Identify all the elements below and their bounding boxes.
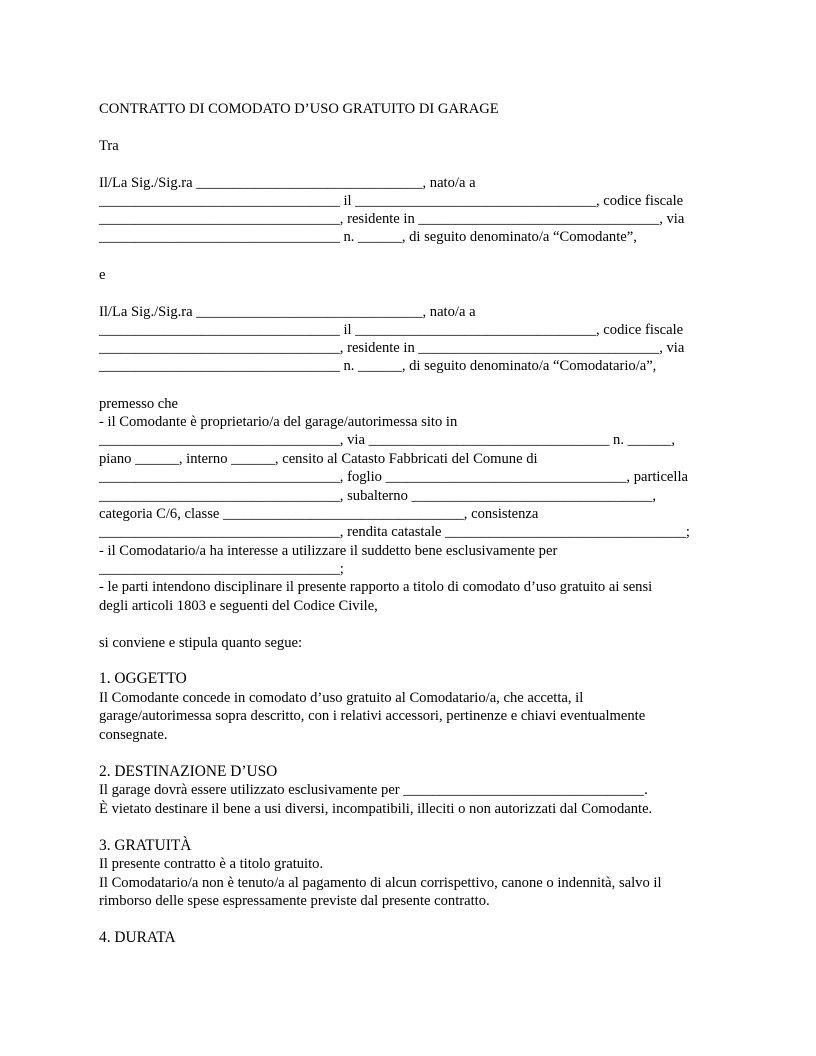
premesso-line-11: - le parti intendono disciplinare il presente rapporto a titolo di comodato d’uso gratuito ai sensi [99,579,653,595]
party1-line-4: _________________________________ n. ______, di seguito denominato/a “Comodante”, [99,229,637,245]
section-1-heading: 1. OGGETTO [99,670,187,687]
premesso-line-1: premesso che [99,396,179,412]
party1-line-3: _________________________________, residente in _________________________________, via [99,211,685,227]
premesso-line-4: piano ______, interno ______, censito al Catasto Fabbricati del Comune di [99,451,538,467]
section-3-heading: 3. GRATUITÀ [99,837,192,854]
premesso-line-10: _________________________________; [99,561,344,577]
premesso-line-9: - il Comodatario/a ha interesse a utilizzare il suddetto bene esclusivamente per [99,543,558,559]
premesso-line-7: categoria C/6, classe _________________________________, consistenza [99,506,539,522]
section-4-heading: 4. DURATA [99,929,176,946]
document-title: CONTRATTO DI COMODATO D’USO GRATUITO DI GARAGE [99,101,499,117]
section-3-line-3: rimborso delle spese espressamente previste dal presente contratto. [99,893,490,909]
section-2-heading: 2. DESTINAZIONE D’USO [99,763,278,780]
premesso-line-5: _________________________________, foglio _________________________________, particella [99,469,688,485]
e-label: e [99,267,106,283]
section-2-line-1: Il garage dovrà essere utilizzato esclusivamente per _________________________________. [99,782,648,798]
premesso-line-12: degli articoli 1803 e seguenti del Codice Civile, [99,598,378,614]
section-3-line-1: Il presente contratto è a titolo gratuito. [99,856,324,872]
party1-line-2: _________________________________ il _________________________________, codice fiscale [99,193,684,209]
section-3-line-2: Il Comodatario/a non è tenuto/a al pagamento di alcun corrispettivo, canone o indennità, salvo il [99,875,662,891]
party2-line-2: _________________________________ il _________________________________, codice fiscale [99,322,684,338]
conviene-line: si conviene e stipula quanto segue: [99,635,303,651]
premesso-line-2: - il Comodante è proprietario/a del garage/autorimessa sito in [99,414,458,430]
premesso-line-8: _________________________________, rendita catastale _________________________________; [99,524,690,540]
premesso-line-6: _________________________________, subalterno _________________________________, [99,488,656,504]
party1-line-1: Il/La Sig./Sig.ra _______________________________, nato/a a [99,175,476,191]
section-1-line-3: consegnate. [99,727,168,743]
tra-label: Tra [99,138,119,154]
section-1-line-1: Il Comodante concede in comodato d’uso gratuito al Comodatario/a, che accetta, il [99,690,584,706]
section-2-line-2: È vietato destinare il bene a usi diversi, incompatibili, illeciti o non autorizzati dal Comodante. [99,801,653,817]
party2-line-1: Il/La Sig./Sig.ra _______________________________, nato/a a [99,304,476,320]
party2-line-4: _________________________________ n. ______, di seguito denominato/a “Comodatario/a”, [99,358,657,374]
party2-line-3: _________________________________, residente in _________________________________, via [99,340,685,356]
section-1-line-2: garage/autorimessa sopra descritto, con i relativi accessori, pertinenze e chiavi eventualmente [99,708,646,724]
premesso-line-3: _________________________________, via _________________________________ n. ______, [99,432,676,448]
